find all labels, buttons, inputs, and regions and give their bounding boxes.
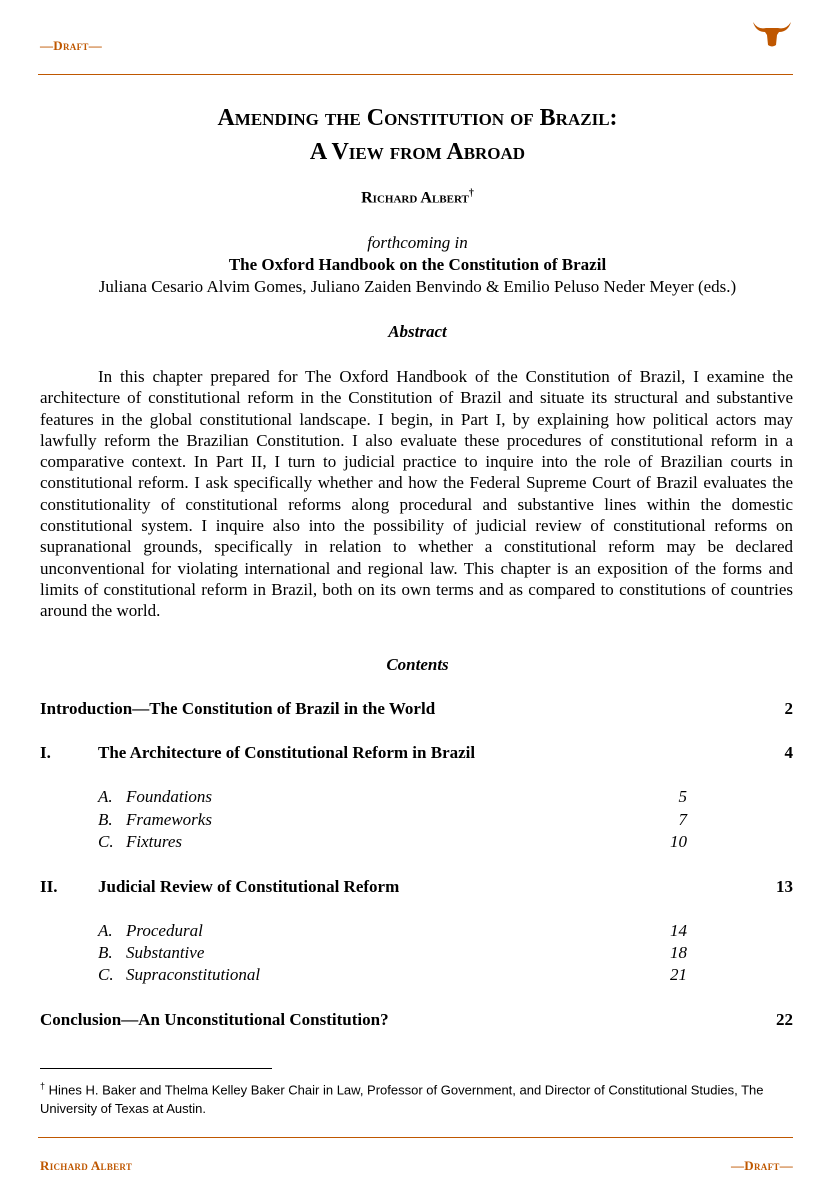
toc-part2-sub-c-title[interactable]: Supraconstitutional <box>126 965 261 984</box>
toc-part1-page: 4 <box>784 743 793 762</box>
toc-part1-sub-c-title[interactable]: Fixtures <box>126 832 183 851</box>
toc-part1-sub-b-title[interactable]: Frameworks <box>126 810 212 829</box>
footer-author-label: Richard Albert <box>40 1158 133 1173</box>
author-line <box>0 188 835 207</box>
author-name: Richard Albert <box>361 189 469 207</box>
toc-part2-page: 13 <box>776 877 793 896</box>
toc-part2-sub-c-page: 21 <box>670 965 687 984</box>
footer-rule <box>38 1137 793 1138</box>
toc-conclusion-title[interactable]: Conclusion—An Unconstitutional Constitution? <box>40 1010 389 1029</box>
footnote-text: Hines H. Baker and Thelma Kelley Baker Chair in Law, Professor of Government, and Director of Constitutional Studies, The University of Texas at Austin. <box>40 1082 764 1117</box>
toc-part2-title[interactable]: Judicial Review of Constitutional Reform <box>98 877 400 896</box>
footer-draft-label: —Draft— <box>731 1158 793 1173</box>
abstract-text: In this chapter prepared for The Oxford Handbook of the Constitution of Brazil, I examine the architecture of constitutional reform in the Constitution of Brazil and situate its structural and substantive features in the global constitutional landscape. I begin, in Part I, by explaining how political actors may lawfully reform the Brazilian Constitution. I also evaluate these procedures of constitutional reform in a comparative context. In Part II, I turn to judicial practice to inquire into the role of Brazilian courts in constitutional reform. I ask specifically whether and how the Federal Supreme Court of Brazil evaluates the constitutionality of constitutional reforms along procedural and substantive lines within the domestic constitutional system. I inquire also into the possibility of judicial review of constitutional reforms on supranational grounds, specifically in relation to whether a constitutional reform may be declared unconventional for violating international and regional law. This chapter is an exposition of the forms and limits of constitutional reform in Brazil, both on its own terms and as compared to constitutions of countries around the world. <box>40 367 793 621</box>
toc-part1-title[interactable]: The Architecture of Constitutional Reform in Brazil <box>98 743 476 762</box>
toc-part2-sub-a-page: 14 <box>670 921 687 940</box>
toc-part2-sub-a-title[interactable]: Procedural <box>126 921 203 940</box>
toc-part1-sub-a-title[interactable]: Foundations <box>126 787 212 806</box>
toc-part1-sub-b-page: 7 <box>678 810 687 829</box>
abstract-body <box>40 366 793 622</box>
author-footnote-mark[interactable]: † <box>468 188 474 199</box>
toc-part2-sub-b-letter: B. <box>98 943 113 962</box>
toc-part1-sub-a-page: 5 <box>678 787 687 806</box>
footnote <box>40 1077 793 1118</box>
footnote-separator <box>40 1068 272 1069</box>
contents-heading: Contents <box>386 655 449 674</box>
toc-introduction-title[interactable]: Introduction—The Constitution of Brazil in the World <box>40 699 436 718</box>
toc-part2-sub-b-page: 18 <box>670 943 687 962</box>
header-draft-label: —Draft— <box>40 38 102 53</box>
toc-part1-sub-b-letter: B. <box>98 810 113 829</box>
page-title-line2: A View from Abroad <box>309 139 526 165</box>
toc-introduction-page: 2 <box>784 699 793 718</box>
toc-part2-sub-a-letter: A. <box>98 921 113 940</box>
toc-conclusion-page: 22 <box>776 1010 793 1029</box>
forthcoming-label: forthcoming in <box>367 233 468 252</box>
editors-line: Juliana Cesario Alvim Gomes, Juliano Zaiden Benvindo & Emilio Peluso Neder Meyer (eds.) <box>98 277 737 296</box>
toc-part2-sub-b-title[interactable]: Substantive <box>126 943 205 962</box>
toc-part1-sub-c-page: 10 <box>670 832 687 851</box>
toc-part1-sub-a-letter: A. <box>98 787 113 806</box>
toc-part1-sub-c-letter: C. <box>98 832 114 851</box>
toc-part2-numeral: II. <box>40 877 58 896</box>
toc-part1-numeral: I. <box>40 743 51 762</box>
page-title-line1: Amending the Constitution of Brazil: <box>217 105 618 131</box>
abstract-heading: Abstract <box>388 322 447 341</box>
handbook-title: The Oxford Handbook on the Constitution of Brazil <box>228 255 607 274</box>
longhorn-icon <box>752 18 792 48</box>
header-rule <box>38 74 793 75</box>
footnote-mark: † <box>40 1081 46 1091</box>
toc-part2-sub-c-letter: C. <box>98 965 114 984</box>
